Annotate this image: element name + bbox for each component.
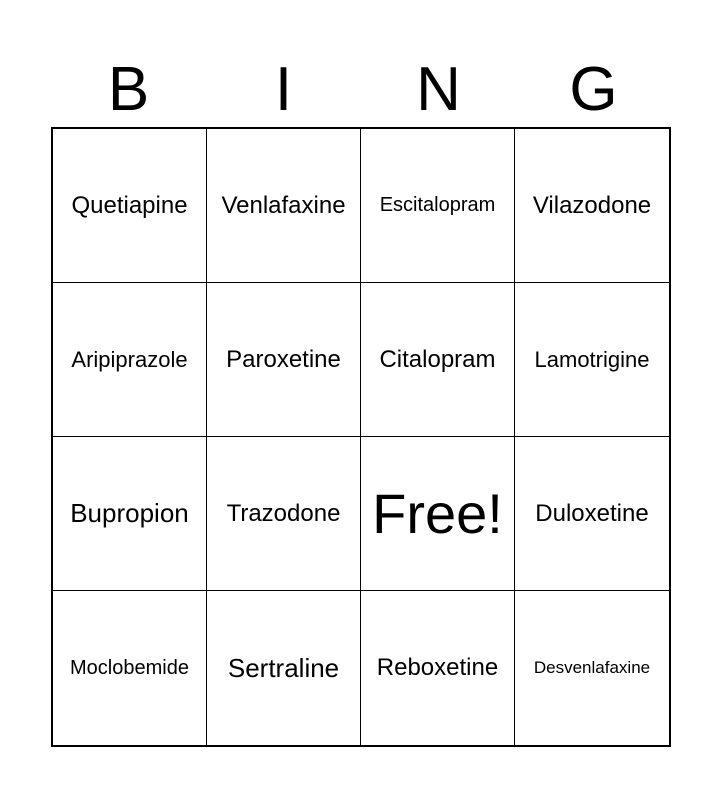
bingo-card-grid xyxy=(51,127,671,747)
cell-label: Escitalopram xyxy=(379,194,496,216)
cell-label: Bupropion xyxy=(70,498,189,528)
bingo-cell[interactable] xyxy=(361,283,515,437)
cell-label: Aripiprazole xyxy=(71,346,188,372)
bingo-cell[interactable] xyxy=(361,591,515,745)
cell-label: Venlafaxine xyxy=(221,191,346,219)
bingo-cell[interactable] xyxy=(207,129,361,283)
header-letter-n: N xyxy=(416,55,461,124)
bingo-cell[interactable] xyxy=(515,437,669,591)
free-space-label: Free! xyxy=(372,482,503,545)
cell-label: Paroxetine xyxy=(226,345,341,373)
cell-label: Moclobemide xyxy=(70,656,189,679)
bingo-cell[interactable] xyxy=(53,283,207,437)
cell-label: Duloxetine xyxy=(535,499,649,527)
bingo-cell[interactable] xyxy=(207,437,361,591)
cell-label: Vilazodone xyxy=(532,191,652,219)
bingo-header xyxy=(51,52,671,128)
header-letter-b: B xyxy=(107,55,150,124)
bingo-cell[interactable] xyxy=(207,591,361,745)
cell-label: Desvenlafaxine xyxy=(533,658,651,677)
bingo-cell[interactable] xyxy=(53,591,207,745)
cell-label: Quetiapine xyxy=(71,191,188,219)
bingo-cell[interactable] xyxy=(53,129,207,283)
bingo-cell[interactable] xyxy=(207,283,361,437)
bingo-cell[interactable] xyxy=(515,129,669,283)
bingo-cell[interactable] xyxy=(515,283,669,437)
free-space-cell[interactable] xyxy=(361,437,515,591)
cell-label: Citalopram xyxy=(379,345,496,373)
cell-label: Reboxetine xyxy=(376,654,499,681)
cell-label: Trazodone xyxy=(226,499,341,527)
bingo-cell[interactable] xyxy=(361,129,515,283)
bingo-cell[interactable] xyxy=(53,437,207,591)
cell-label: Sertraline xyxy=(227,652,340,683)
header-letter-i: I xyxy=(274,55,293,124)
cell-label: Lamotrigine xyxy=(534,346,650,372)
bingo-cell[interactable] xyxy=(515,591,669,745)
header-letter-g: G xyxy=(569,55,618,124)
